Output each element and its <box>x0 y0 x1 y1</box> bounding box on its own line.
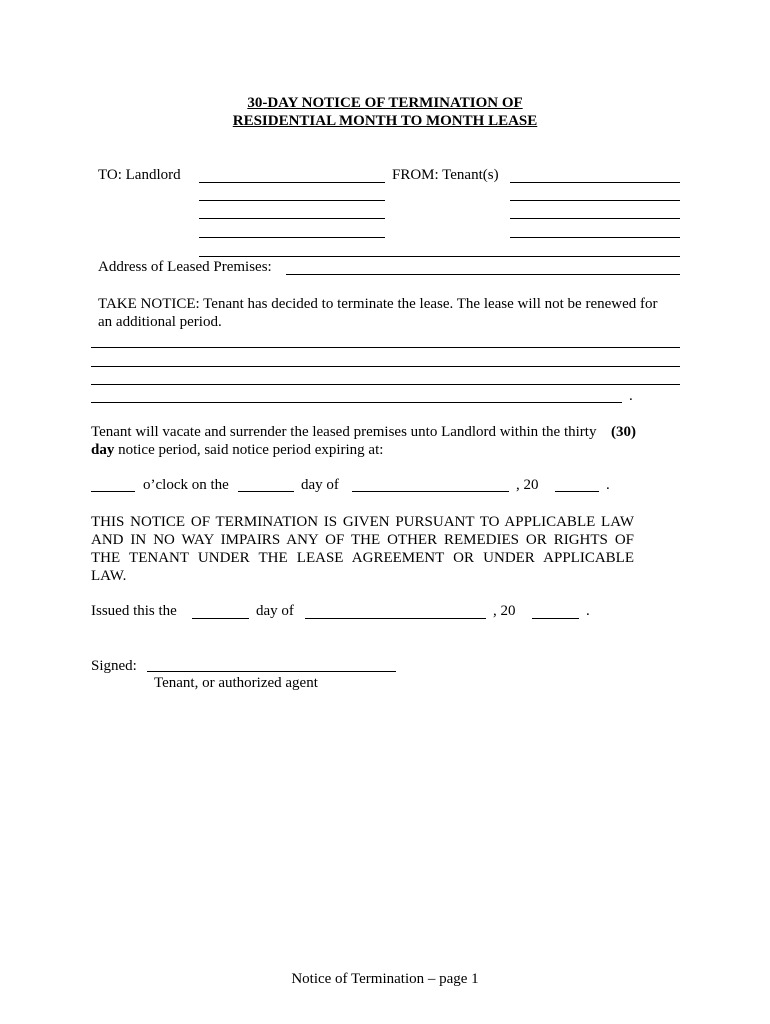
vacate-line-1 <box>91 423 636 441</box>
vacate-line-2 <box>91 441 636 459</box>
landlord-name-line-1[interactable] <box>199 182 385 183</box>
legal-line-4: LAW. <box>91 568 127 584</box>
issued-year-prefix: , 20 <box>493 603 516 619</box>
take-notice-line-1: TAKE NOTICE: Tenant has decided to terminate the lease. The lease will not be renewed for <box>98 296 658 312</box>
landlord-name-line-4[interactable] <box>199 237 385 238</box>
legal-paragraph <box>91 513 634 585</box>
day-bold: day <box>91 442 115 458</box>
expiry-day-field[interactable] <box>238 491 294 492</box>
legal-line-3: THE TENANT UNDER THE LEASE AGREEMENT OR UNDER APPLICABLE <box>91 550 634 566</box>
thirty-bold: (30) <box>611 424 636 440</box>
legal-line-1: THIS NOTICE OF TERMINATION IS GIVEN PURSUANT TO APPLICABLE LAW <box>91 514 634 530</box>
notice-detail-line-1[interactable] <box>91 347 680 348</box>
tenant-name-line-1[interactable] <box>510 182 680 183</box>
expiry-day-of-label: day of <box>301 477 339 493</box>
to-landlord-label: TO: Landlord <box>98 167 181 183</box>
tenant-name-line-2[interactable] <box>510 200 680 201</box>
take-notice-line-2: an additional period. <box>98 314 222 330</box>
take-notice-paragraph <box>98 295 688 331</box>
notice-detail-line-4[interactable] <box>91 402 622 403</box>
expiry-month-field[interactable] <box>352 491 509 492</box>
tenant-name-line-4[interactable] <box>510 237 680 238</box>
expiry-year-field[interactable] <box>555 491 599 492</box>
issued-period: . <box>586 603 590 619</box>
signature-field[interactable] <box>147 671 396 672</box>
issued-day-field[interactable] <box>192 618 249 619</box>
document-title-line-1: 30-DAY NOTICE OF TERMINATION OF <box>247 95 523 111</box>
vacate-line-1-text: Tenant will vacate and surrender the leased premises unto Landlord within the thirty <box>91 424 597 440</box>
notice-detail-line-3[interactable] <box>91 384 680 385</box>
expiry-hour-field[interactable] <box>91 491 135 492</box>
document-title-line-2: RESIDENTIAL MONTH TO MONTH LEASE <box>232 113 538 129</box>
vacate-paragraph <box>91 423 636 459</box>
address-label: Address of Leased Premises: <box>98 259 272 275</box>
issued-month-field[interactable] <box>305 618 486 619</box>
landlord-name-line-2[interactable] <box>199 200 385 201</box>
address-field-line[interactable] <box>286 274 680 275</box>
expiry-period: . <box>606 477 610 493</box>
issued-year-field[interactable] <box>532 618 579 619</box>
issued-label: Issued this the <box>91 603 177 619</box>
party-divider-line <box>199 256 680 257</box>
tenant-name-line-3[interactable] <box>510 218 680 219</box>
notice-detail-period: . <box>629 388 633 404</box>
landlord-name-line-3[interactable] <box>199 218 385 219</box>
vacate-line-2-text: notice period, said notice period expiring at: <box>118 442 384 458</box>
oclock-label: o’clock on the <box>143 477 229 493</box>
page-footer: Notice of Termination – page 1 <box>291 971 479 987</box>
signed-label: Signed: <box>91 658 137 674</box>
from-tenant-label: FROM: Tenant(s) <box>392 167 499 183</box>
notice-detail-line-2[interactable] <box>91 366 680 367</box>
issued-day-of-label: day of <box>256 603 294 619</box>
expiry-year-prefix: , 20 <box>516 477 539 493</box>
signature-caption: Tenant, or authorized agent <box>154 675 318 691</box>
legal-line-2: AND IN NO WAY IMPAIRS ANY OF THE OTHER REMEDIES OR RIGHTS OF <box>91 532 634 548</box>
